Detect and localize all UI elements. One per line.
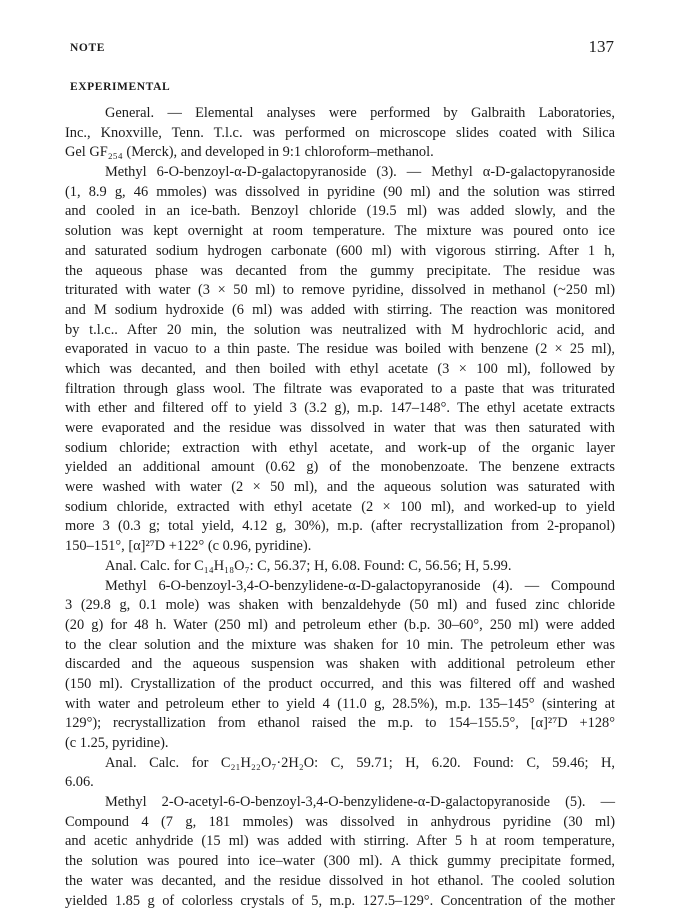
text-line: sodium chloride; extraction with ethyl acetate, and work-up of the organic layer xyxy=(65,439,615,456)
text-line: 150–151°, [α]²⁷D +122° (c 0.96, pyridine). xyxy=(65,538,312,555)
text-line: (1, 8.9 g, 46 mmoles) was dissolved in pyridine (90 ml) and the solution was stirred xyxy=(65,183,615,200)
text-line: and saturated sodium hydrogen carbonate (600 ml) with vigorous stirring. After 1 h, xyxy=(65,242,615,259)
section-heading: EXPERIMENTAL xyxy=(70,81,171,93)
page-number: 137 xyxy=(588,37,614,56)
text-line: and M sodium hydroxide (6 ml) was added with stirring. The reaction was monitored xyxy=(65,301,615,318)
text-line: with ether and filtered off to yield 3 (3.2 g), m.p. 147–148°. The ethyl acetate extracts xyxy=(65,400,615,417)
text-line: the water was decanted, and the residue dissolved in hot ethanol. The cooled solution xyxy=(65,872,615,889)
text-line: (20 g) for 48 h. Water (250 ml) and petroleum ether (b.p. 30–60°, 250 ml) were added xyxy=(65,616,615,633)
text-line: to the clear solution and the mixture was shaken for 10 min. The petroleum ether was xyxy=(65,636,615,653)
text-line: and cooled in an ice-bath. Benzoyl chloride (19.5 ml) was added slowly, and the xyxy=(65,203,615,220)
text-line: by t.l.c.. After 20 min, the solution was neutralized with M hydrochloric acid, and xyxy=(65,321,615,338)
text-line: more 3 (0.3 g; total yield, 4.12 g, 30%), m.p. (after recrystallization from 2-propanol) xyxy=(65,518,615,535)
text-line: Anal. Calc. for C₁₄H₁₈O₇: C, 56.37; H, 6.08. Found: C, 56.56; H, 5.99. xyxy=(105,557,512,574)
text-line: Inc., Knoxville, Tenn. T.l.c. was performed on microscope slides coated with Silica xyxy=(65,124,615,141)
running-head: NOTE xyxy=(70,42,105,54)
text-line: discarded and the aqueous suspension was shaken with additional petroleum ether xyxy=(65,656,615,673)
text-line: were washed with water (2 × 50 ml), and the aqueous solution was saturated with xyxy=(65,479,615,496)
text-line: General. — Elemental analyses were performed by Galbraith Laboratories, xyxy=(105,105,615,121)
text-line: Methyl 2-O-acetyl-6-O-benzoyl-3,4-O-benzylidene-α-D-galactopyranoside (5). — xyxy=(105,794,615,811)
text-line: Methyl 6-O-benzoyl-3,4-O-benzylidene-α-D-galactopyranoside (4). — Compound xyxy=(105,577,615,594)
text-line: 129°); recrystallization from ethanol raised the m.p. to 154–155.5°, [α]²⁷D +128° xyxy=(65,715,615,732)
text-line: (150 ml). Crystallization of the product occurred, and this was filtered off and washed xyxy=(65,675,615,692)
text-line: and acetic anhydride (15 ml) was added with stirring. After 5 h at room temperature, xyxy=(65,833,615,850)
text-line: 3 (29.8 g, 0.1 mole) was shaken with benzaldehyde (50 ml) and fused zinc chloride xyxy=(65,597,615,614)
text-line: Methyl 6-O-benzoyl-α-D-galactopyranoside (3). — Methyl α-D-galactopyranoside xyxy=(105,164,615,181)
text-line: the aqueous phase was decanted from the gummy precipitate. The residue was xyxy=(65,262,615,279)
text-line: with water and petroleum ether to yield 4 (11.0 g, 28.5%), m.p. 135–145° (sintering at xyxy=(65,695,615,712)
text-line: evaporated in vacuo to a thin paste. The residue was boiled with benzene (2 × 25 ml), xyxy=(65,341,615,358)
text-line: yielded 1.85 g of colorless crystals of 5, m.p. 127.5–129°. Concentration of the mother xyxy=(65,892,615,909)
text-line: Compound 4 (7 g, 181 mmoles) was dissolved in anhydrous pyridine (30 ml) xyxy=(65,813,615,830)
text-line: solution was kept overnight at room temperature. The mixture was poured onto ice xyxy=(65,223,615,240)
text-line: were evaporated and the residue was dissolved in water that was then saturated with xyxy=(65,420,615,436)
text-line: Gel GF₂₅₄ (Merck), and developed in 9:1 chloroform–methanol. xyxy=(65,144,434,161)
text-line: which was decanted, and then boiled with ethyl acetate (3 × 100 ml), followed by xyxy=(65,360,615,377)
text-line: Anal. Calc. for C₂₁H₂₂O₇·2H₂O: C, 59.71; H, 6.20. Found: C, 59.46; H, xyxy=(105,754,615,771)
body-text xyxy=(65,104,615,911)
text-line: triturated with water (3 × 50 ml) to remove pyridine, dissolved in methanol (~250 ml) xyxy=(65,282,615,299)
text-line: the solution was poured into ice–water (300 ml). A thick gummy precipitate formed, xyxy=(65,853,615,870)
text-line: 6.06. xyxy=(65,774,94,791)
text-line: sodium chloride, extracted with ethyl acetate (2 × 100 ml), and worked-up to yield xyxy=(65,498,615,515)
text-line: (c 1.25, pyridine). xyxy=(65,735,169,751)
text-line: filtration through glass wool. The filtrate was evaporated to a paste that was triturated xyxy=(65,380,615,397)
text-line: yielded an additional amount (0.62 g) of the monobenzoate. The benzene extracts xyxy=(65,459,615,476)
